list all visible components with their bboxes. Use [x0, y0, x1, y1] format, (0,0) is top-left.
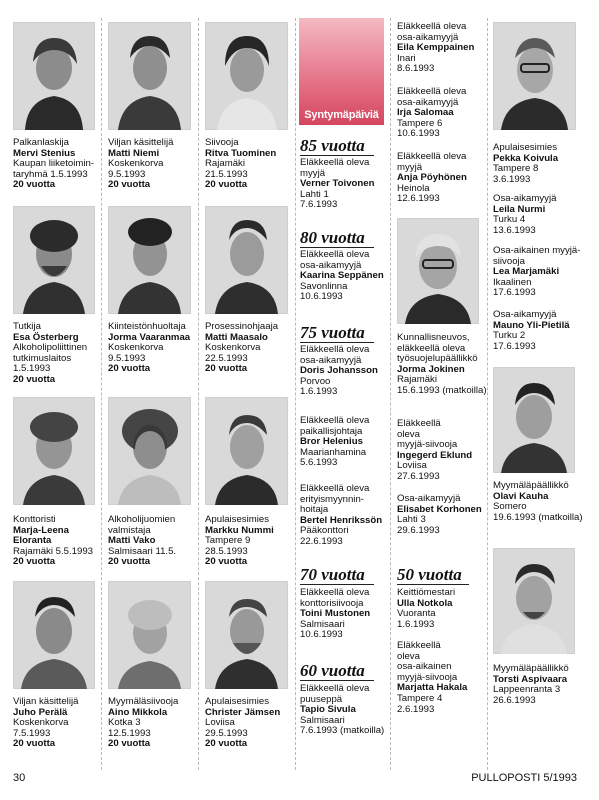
birthday-location: Savonlinna — [300, 280, 348, 292]
staff-name: Jorma Vaaranmaa — [108, 331, 191, 343]
staff-entry — [108, 138, 204, 191]
birthday-entry — [300, 158, 396, 211]
staff-location: Koskenkorva — [108, 342, 164, 354]
staff-name: Matti Maasalo — [205, 331, 268, 343]
staff-location: Alkoholipoliittinen tutkimuslaitos — [13, 342, 88, 364]
portrait-photo — [13, 581, 95, 689]
birthday-location: Ikaalinen — [493, 276, 532, 288]
birthday-role: Kunnallisneuvos, eläkkeellä oleva työsuojelupäällikkö — [397, 332, 478, 365]
birthday-location: Porvoo — [300, 375, 331, 387]
staff-years: 20 vuotta — [108, 738, 151, 750]
birthday-role: Keittiömestari — [397, 587, 456, 598]
age-heading: 80 vuotta — [300, 229, 374, 248]
portrait-photo — [108, 397, 191, 505]
staff-years: 20 vuotta — [108, 556, 151, 568]
portrait-photo — [493, 22, 576, 130]
staff-role: Apulaisesimies — [205, 514, 269, 525]
staff-location: Koskenkorva — [108, 158, 164, 170]
birthday-location: Rajamäki — [397, 374, 437, 386]
birthday-role: Osa-aikamyyjä — [493, 309, 557, 320]
staff-entry — [205, 138, 301, 191]
staff-date: 28.5.1993 — [205, 545, 248, 557]
birthday-location: Salmisaari — [300, 714, 345, 726]
birthday-entry — [397, 494, 493, 536]
birthday-entry — [493, 481, 589, 523]
staff-role: Viljan käsittelijä — [108, 137, 174, 148]
birthday-date: 5.6.1993 — [300, 457, 338, 469]
birthday-date: 10.6.1993 — [300, 291, 343, 303]
staff-location: Kaupan liiketoimin- taryhmä 1.5.1993 — [13, 158, 95, 180]
age-heading: 70 vuotta — [300, 566, 374, 585]
birthday-role: Eläkkeellä oleva osa-aikamyyjä — [300, 249, 370, 271]
portrait-photo — [13, 397, 95, 505]
birthday-location: Loviisa — [397, 460, 427, 472]
birthday-entry — [397, 333, 493, 397]
column-divider — [295, 18, 296, 770]
staff-name: Markku Nummi — [205, 524, 274, 536]
birthday-entry — [493, 143, 589, 185]
birthday-location: Pääkonttori — [300, 525, 349, 537]
age-heading: 50 vuotta — [397, 566, 469, 585]
staff-location: Rajamäki — [205, 158, 245, 170]
birthday-role: Eläkkeellä oleva osa-aikainen myyjä-siivooja — [397, 640, 458, 683]
column-divider — [198, 18, 199, 770]
birthday-date: 3.6.1993 — [493, 173, 531, 185]
birthday-name: Marjatta Hakala — [397, 682, 468, 694]
staff-date: 9.5.1993 — [108, 168, 146, 180]
birthday-date: 17.6.1993 — [493, 340, 536, 352]
staff-entry — [205, 697, 301, 750]
birthday-name: Torsti Aspivaara — [493, 673, 568, 685]
birthday-date: 26.6.1993 — [493, 694, 536, 706]
birthday-entry — [300, 416, 396, 469]
staff-location: Salmisaari 11.5. — [108, 545, 177, 557]
staff-location: Loviisa — [205, 717, 235, 729]
staff-role: Konttoristi — [13, 514, 56, 525]
birthday-entry — [397, 22, 493, 75]
staff-entry — [108, 322, 204, 375]
staff-role: Viljan käsittelijä — [13, 696, 79, 707]
staff-role: Apulaisesimies — [205, 696, 269, 707]
staff-years: 20 vuotta — [13, 738, 56, 750]
birthday-name: Leila Nurmi — [493, 203, 546, 215]
staff-years: 20 vuotta — [205, 556, 248, 568]
portrait-photo — [108, 581, 191, 689]
birthday-role: Myymäläpäällikkö — [493, 480, 569, 491]
staff-name: Juho Perälä — [13, 706, 68, 718]
staff-years: 20 vuotta — [13, 373, 56, 385]
birthday-entry — [300, 345, 396, 398]
portrait-photo — [205, 581, 288, 689]
staff-name: Christer Jämsen — [205, 706, 281, 718]
age-heading: 60 vuotta — [300, 662, 374, 681]
staff-name: Aino Mikkola — [108, 706, 168, 718]
staff-name: Mervi Stenius — [13, 147, 76, 159]
birthday-entry — [300, 588, 396, 641]
staff-entry — [108, 697, 204, 750]
birthday-entry — [397, 419, 493, 483]
birthday-location: Lappeenranta 3 — [493, 684, 561, 696]
publication-name: PULLOPOSTI 5/1993 — [471, 772, 577, 784]
birthday-entry — [300, 250, 396, 303]
birthday-date: 8.6.1993 — [397, 63, 435, 75]
staff-role: Prosessinohjaaja — [205, 321, 279, 332]
section-banner — [299, 18, 384, 125]
staff-location: Koskenkorva — [13, 717, 69, 729]
portrait-photo — [397, 218, 479, 324]
birthday-date: 13.6.1993 — [493, 224, 536, 236]
birthday-name: Elisabet Korhonen — [397, 503, 482, 515]
birthday-date: 27.6.1993 — [397, 470, 440, 482]
birthday-location: Somero — [493, 501, 527, 513]
birthday-role: Eläkkeellä oleva myyjä-siivooja — [397, 418, 458, 451]
birthday-date: 17.6.1993 — [493, 287, 536, 299]
staff-role: Kiinteistönhuoltaja — [108, 321, 186, 332]
birthday-location: Turku 2 — [493, 330, 526, 342]
staff-date: 22.5.1993 — [205, 352, 248, 364]
birthday-role: Osa-aikamyyjä — [397, 493, 461, 504]
birthday-role: Eläkkeellä oleva osa-aikamyyjä — [397, 21, 467, 43]
birthday-location: Maarianhamina — [300, 446, 367, 458]
staff-role: Myymäläsiivooja — [108, 696, 179, 707]
staff-date: 21.5.1993 — [205, 168, 248, 180]
birthday-location: Turku 4 — [493, 214, 526, 226]
birthday-role: Osa-aikamyyjä — [493, 193, 557, 204]
staff-years: 20 vuotta — [108, 179, 151, 191]
staff-entry — [108, 515, 204, 568]
birthday-entry — [493, 194, 589, 236]
portrait-photo — [493, 367, 575, 473]
birthday-role: Eläkkeellä oleva osa-aikamyyjä — [300, 344, 370, 366]
birthday-role: Eläkkeellä oleva konttorisiivooja — [300, 587, 370, 609]
birthday-date: 7.6.1993 — [300, 199, 338, 211]
birthday-location: Vuoranta — [397, 608, 436, 620]
birthday-name: Lea Marjamäki — [493, 266, 560, 278]
birthday-name: Ulla Notkola — [397, 597, 453, 609]
birthday-entry — [397, 87, 493, 140]
birthday-name: Olavi Kauha — [493, 490, 549, 502]
birthday-location: Salmisaari — [300, 618, 345, 630]
staff-role: Palkanlaskija — [13, 137, 69, 148]
birthday-location: Tampere 8 — [493, 163, 539, 175]
birthday-date: 1.6.1993 — [300, 386, 338, 398]
birthday-role: Eläkkeellä oleva puuseppä — [300, 683, 370, 705]
staff-date: 9.5.1993 — [108, 352, 146, 364]
birthday-name: Mauno Yli-Pietilä — [493, 319, 570, 331]
birthday-name: Ingegerd Eklund — [397, 449, 473, 461]
staff-date: 29.5.1993 — [205, 727, 248, 739]
birthday-role: Eläkkeellä oleva myyjä — [300, 157, 370, 179]
birthday-date: 1.6.1993 — [397, 618, 435, 630]
staff-years: 20 vuotta — [13, 179, 56, 191]
birthday-location: Tampere 4 — [397, 692, 443, 704]
staff-location: Kotka 3 — [108, 717, 141, 729]
birthday-location: Heinola — [397, 182, 430, 194]
portrait-photo — [205, 397, 288, 505]
page-number: 30 — [13, 772, 26, 784]
staff-name: Matti Niemi — [108, 147, 160, 159]
birthday-date: 12.6.1993 — [397, 193, 440, 205]
birthday-name: Verner Toivonen — [300, 178, 375, 190]
age-heading: 85 vuotta — [300, 137, 374, 156]
birthday-name: Bertel Henrikssön — [300, 514, 383, 526]
staff-name: Ritva Tuominen — [205, 147, 277, 159]
staff-entry — [13, 322, 109, 386]
birthday-date: 7.6.1993 (matkoilla) — [300, 725, 385, 737]
birthday-name: Eila Kemppainen — [397, 42, 475, 54]
birthday-date: 2.6.1993 — [397, 703, 435, 715]
staff-role: Alkoholijuomien valmistaja — [108, 514, 176, 536]
staff-location: Tampere 9 — [205, 535, 251, 547]
staff-date: 1.5.1993 — [13, 363, 51, 375]
portrait-photo — [13, 22, 95, 130]
birthday-location: Tampere 6 — [397, 117, 443, 129]
portrait-photo — [108, 22, 191, 130]
birthday-entry — [493, 246, 589, 299]
birthday-name: Irja Salomaa — [397, 107, 454, 119]
birthday-entry — [397, 588, 493, 630]
staff-years: 20 vuotta — [13, 556, 56, 568]
birthday-name: Anja Pöyhönen — [397, 172, 467, 184]
age-heading: 75 vuotta — [300, 324, 374, 343]
staff-entry — [13, 697, 109, 750]
birthday-entry — [493, 664, 589, 706]
birthday-name: Tapio Sivula — [300, 704, 356, 716]
staff-date: 12.5.1993 — [108, 727, 151, 739]
staff-years: 20 vuotta — [205, 363, 248, 375]
birthday-role: Eläkkeellä oleva myyjä — [397, 151, 467, 173]
birthday-location: Lahti 3 — [397, 514, 426, 526]
birthday-entry — [300, 684, 396, 737]
birthday-role: Eläkkeellä oleva erityismyynnin- hoitaja — [300, 483, 370, 516]
banner-title: Syntymäpäiviä — [304, 109, 379, 121]
staff-name: Esa Österberg — [13, 331, 79, 343]
birthday-role: Eläkkeellä oleva paikallisjohtaja — [300, 415, 370, 437]
staff-years: 20 vuotta — [205, 738, 248, 750]
birthday-name: Bror Helenius — [300, 436, 363, 448]
staff-entry — [205, 322, 301, 375]
birthday-entry — [397, 641, 493, 715]
staff-role: Tutkija — [13, 321, 41, 332]
birthday-date: 29.6.1993 — [397, 524, 440, 536]
staff-entry — [13, 515, 109, 568]
birthday-role: Osa-aikainen myyjä- siivooja — [493, 245, 581, 267]
birthday-date: 19.6.1993 (matkoilla) — [493, 511, 583, 523]
birthday-date: 15.6.1993 (matkoilla) — [397, 384, 487, 396]
staff-entry — [205, 515, 301, 568]
birthday-name: Toini Mustonen — [300, 608, 371, 620]
birthday-role: Eläkkeellä oleva osa-aikamyyjä — [397, 86, 467, 108]
birthday-name: Kaarina Seppänen — [300, 270, 384, 282]
portrait-photo — [205, 206, 288, 314]
staff-years: 20 vuotta — [205, 179, 248, 191]
birthday-role: Apulaisesimies — [493, 142, 557, 153]
portrait-photo — [493, 548, 575, 654]
portrait-photo — [108, 206, 191, 314]
column-divider — [101, 18, 102, 770]
portrait-photo — [205, 22, 288, 130]
staff-name: Matti Vako — [108, 535, 156, 547]
birthday-role: Myymäläpäällikkö — [493, 663, 569, 674]
birthday-entry — [493, 310, 589, 352]
birthday-date: 22.6.1993 — [300, 535, 343, 547]
portrait-photo — [13, 206, 95, 314]
birthday-entry — [300, 484, 396, 548]
staff-date: 7.5.1993 — [13, 727, 51, 739]
birthday-name: Jorma Jokinen — [397, 363, 465, 375]
birthday-name: Pekka Koivula — [493, 152, 559, 164]
staff-name: Marja-Leena Eloranta — [13, 524, 69, 547]
staff-role: Siivooja — [205, 137, 239, 148]
birthday-date: 10.6.1993 — [397, 128, 440, 140]
birthday-name: Doris Johansson — [300, 365, 378, 377]
birthday-location: Inari — [397, 52, 416, 64]
birthday-entry — [397, 152, 493, 205]
birthday-location: Lahti 1 — [300, 188, 329, 200]
staff-location: Koskenkorva — [205, 342, 261, 354]
staff-entry — [13, 138, 109, 191]
birthday-date: 10.6.1993 — [300, 629, 343, 641]
staff-location: Rajamäki 5.5.1993 — [13, 545, 93, 557]
staff-years: 20 vuotta — [108, 363, 151, 375]
